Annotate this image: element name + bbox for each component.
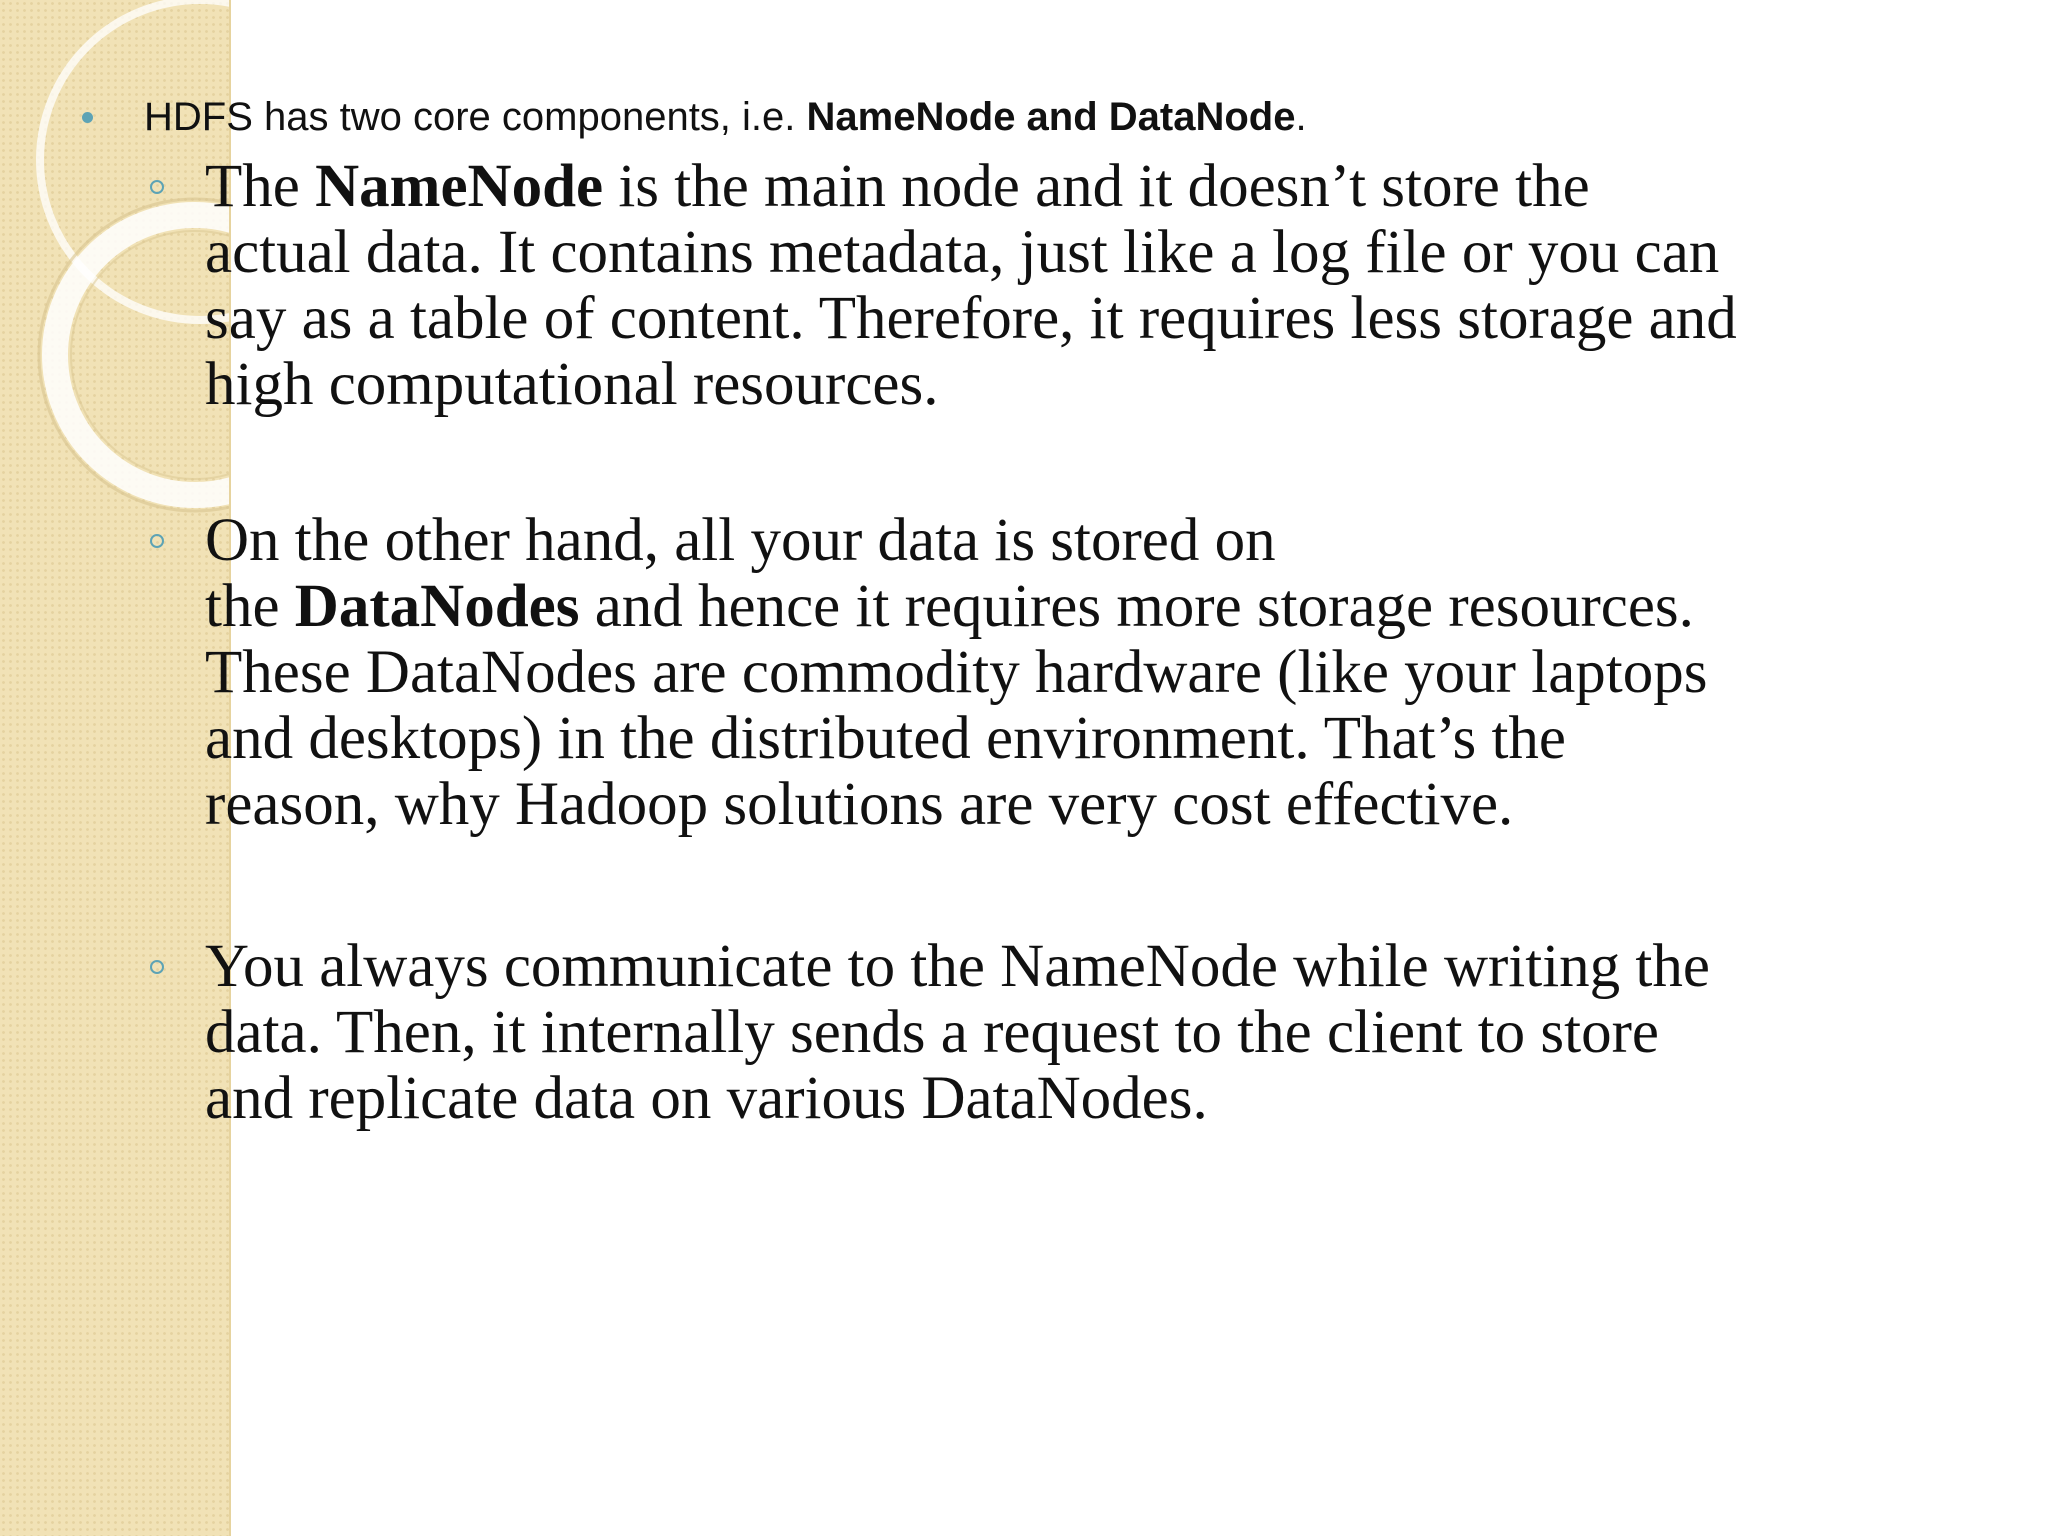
datanodes-bold: DataNodes: [294, 573, 580, 640]
text-line: high computational resources.: [205, 351, 939, 418]
text-line: actual data. It contains metadata, just like a log file or you can: [205, 219, 1720, 286]
sub-bullet-text: [205, 934, 1955, 1132]
main-bullet-bold: NameNode and DataNode: [806, 95, 1296, 139]
sub-bullet-text: [205, 154, 1955, 418]
sub-bullet-text: [205, 508, 1955, 838]
text-line: You always communicate to the NameNode while writing the: [205, 933, 1710, 1000]
ring-bullet-icon: [150, 180, 164, 194]
text-line: and replicate data on various DataNodes.: [205, 1065, 1208, 1132]
main-bullet-text: HDFS has two core components, i.e. NameNode and DataNode.: [144, 95, 1307, 139]
ring-bullet-icon: [150, 960, 164, 974]
ring-bullet-icon: [150, 534, 164, 548]
text-line: These DataNodes are commodity hardware (like your laptops: [205, 639, 1708, 706]
text-line: reason, why Hadoop solutions are very cost effective.: [205, 771, 1514, 838]
text-line: the DataNodes and hence it requires more storage resources.: [205, 573, 1694, 640]
text-line: say as a table of content. Therefore, it requires less storage and: [205, 285, 1737, 352]
bullet-dot-icon: [82, 112, 93, 123]
main-bullet: [82, 92, 1982, 142]
text-line: On the other hand, all your data is stored on: [205, 507, 1276, 574]
text-line: and desktops) in the distributed environment. That’s the: [205, 705, 1566, 772]
text-line: data. Then, it internally sends a request to the client to store: [205, 999, 1659, 1066]
text-line: The NameNode is the main node and it doesn’t store the: [205, 153, 1590, 220]
namenode-bold: NameNode: [315, 153, 604, 220]
